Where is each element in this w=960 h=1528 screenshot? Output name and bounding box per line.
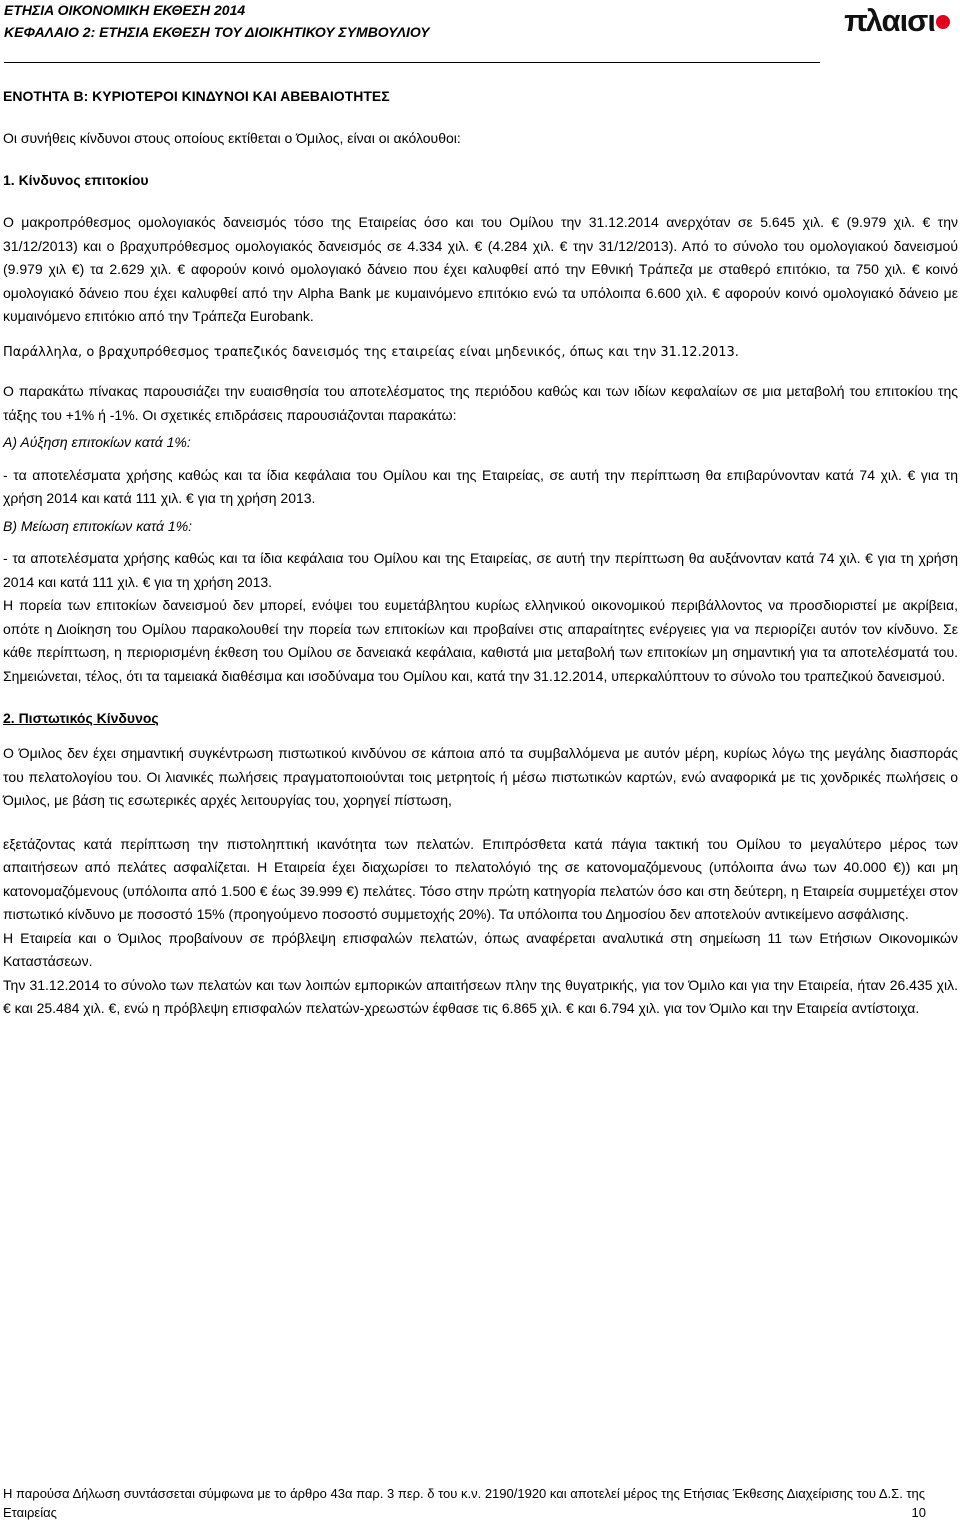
section-title: ΕΝΟΤΗΤΑ Β: ΚΥΡΙΟΤΕΡΟΙ ΚΙΝΔΥΝΟΙ ΚΑΙ ΑΒΕΒΑΙΟΤΗΤΕΣ (3, 88, 390, 104)
paragraph-gap (0, 813, 960, 833)
credit-risk-heading: 2. Πιστωτικός Κίνδυνος (3, 710, 159, 726)
section-intro: Οι συνήθεις κίνδυνοι στους οποίους εκτίθεται ο Όμιλος, είναι οι ακόλουθοι: (3, 130, 461, 146)
case-b-title: Β) Μείωση επιτοκίων κατά 1%: (3, 517, 193, 534)
plaisio-logo (844, 4, 950, 38)
header-rule (4, 62, 820, 63)
credit-risk-paragraph-2: εξετάζοντας κατά περίπτωση την πιστοληπτική ικανότητα των πελατών. Επιπρόσθετα κατά πάγια τακτική του Ομίλου το μεγαλύτερο μέρος των απαιτήσεων από πελάτες ασφαλίζεται. Η Εταιρεία έχει διαχωρίσει το πελατολόγιό της σε κατονομαζόμενους (υπόλοιπα άνω των 40.000 €)) και μη κατονομαζόμενους (υπόλοιπα από 1.500 € έως 39.999 €) πελάτες. Τόσο στην πρώτη κατηγορία πελατών όσο και στη δεύτερη, η Εταιρεία συμμετέχει στον πιστωτικό κίνδυνο με ποσοστό 15% (προηγούμενο ποσοστό συμμετοχής 20%). Τα υπόλοιπα του Δημοσίου δεν αποτελούν αντικείμενο ασφάλισης. (3, 835, 958, 922)
chapter-title: ΚΕΦΑΛΑΙΟ 2: ΕΤΗΣΙΑ ΕΚΘΕΣΗ ΤΟΥ ΔΙΟΙΚΗΤΙΚΟΥ ΣΥΜΒΟΥΛΙΟΥ (4, 24, 430, 40)
page-header (0, 0, 960, 70)
report-title: ΕΤΗΣΙΑ ΟΙΚΟΝΟΜΙΚΗ ΕΚΘΕΣΗ 2014 (4, 2, 246, 18)
credit-risk-paragraph-3: Η Εταιρεία και ο Όμιλος προβαίνουν σε πρόβλεψη επισφαλών πελατών, όπως αναφέρεται αναλυτικά στη σημείωση 11 των Ετήσιων Οικονομικών Καταστάσεων. (3, 929, 958, 969)
interest-risk-paragraph-1: Ο μακροπρόθεσμος ομολογιακός δανεισμός τόσο της Εταιρείας όσο και του Ομίλου την 31.12.2014 ανερχόταν σε 5.645 χιλ. € (9.979 χιλ. € την 31/12/2013) και ο βραχυπρόθεσμος ομολογιακός δανεισμός σε 4.334 χιλ. € (4.284 χιλ. € την 31/12/2013). Από το σύνολο του ομολογιακού δανεισμού (9.979 χιλ €) τα 2.629 χιλ. € αφορούν κοινό ομολογιακό δάνειο που έχει καλυφθεί από την Εθνική Τράπεζα με σταθερό επιτόκιο, τα 750 χιλ. € κοινό ομολογιακό δάνειο που έχει καλυφθεί από την Alpha Bank με κυμαινόμενο επιτόκιο ενώ τα υπόλοιπα 6.600 χιλ. € αφορούν κοινό ομολογιακό δάνειο με κυμαινόμενο επιτόκιο από την Τράπεζα Eurobank. (3, 214, 958, 324)
interest-risk-paragraph-4: Η πορεία των επιτοκίων δανεισμού δεν μπορεί, ενόψει του ευμετάβλητου κυρίως ελληνικού οικονομικού περιβάλλοντος να προσδιοριστεί με ακρίβεια, οπότε η Διοίκηση του Ομίλου παρακολουθεί την πορεία των επιτοκίων και προβαίνει στις απαραίτητες ενέργειες για να περιορίζει αυτόν τον κίνδυνο. Σε κάθε περίπτωση, η περιορισμένη έκθεση του Ομίλου σε δανειακά κεφάλαια, καθιστά μια μεταβολή των επιτοκίων μη σημαντική για τα αποτελέσματά του. Σημειώνεται, τέλος, ότι τα ταμειακά διαθέσιμα και ισοδύναμα του Ομίλου και, κατά την 31.12.2014, υπερκαλύπτουν το σύνολο του τραπεζικού δανεισμού. (3, 597, 958, 684)
credit-risk-paragraph-1: Ο Όμιλος δεν έχει σημαντική συγκέντρωση πιστωτικού κινδύνου σε κάποια από τα συμβαλλόμενα με αυτόν μέρη, κυρίως λόγω της μεγάλης διασποράς του πελατολογίου του. Οι λιανικές πωλήσεις πραγματοποιούνται τοις μετρητοίς ή μέσω πιστωτικών καρτών, ενώ αναφορικά με τις χονδρικές πωλήσεις ο Όμιλος, με βάση τις εσωτερικές αρχές λειτουργίας του, χορηγεί πίστωση, (3, 745, 958, 808)
document-body (0, 88, 960, 1021)
interest-risk-paragraph-2: Παράλληλα, ο βραχυπρόθεσμος τραπεζικός δανεισμός της εταιρείας είναι μηδενικός, όπως και την 31.12.2013. (3, 344, 739, 360)
case-a-text: - τα αποτελέσματα χρήσης καθώς και τα ίδια κεφάλαια του Ομίλου και της Εταιρείας, σε αυτή την περίπτωση θα επιβαρύνονταν κατά 74 χιλ. € για τη χρήση 2014 και κατά 111 χιλ. € για τη χρήση 2013. (3, 466, 958, 506)
case-b-text: - τα αποτελέσματα χρήσης καθώς και τα ίδια κεφάλαια του Ομίλου και της Εταιρείας, σε αυτή την περίπτωση θα αυξάνονταν κατά 74 χιλ. € για τη χρήση 2014 και κατά 111 χιλ. € για τη χρήση 2013. (3, 550, 958, 590)
credit-risk-paragraph-4: Την 31.12.2014 το σύνολο των πελατών και των λοιπών εμπορικών απαιτήσεων πλην της θυγατρικής, για τον Όμιλο και για την Εταιρεία, ήταν 26.435 χιλ. € και 25.484 χιλ. €, ενώ η πρόβλεψη επισφαλών πελατών-χρεωστών έφθασε τις 6.865 χιλ. € και 6.794 χιλ. για τον Όμιλο και την Εταιρεία αντίστοιχα. (3, 976, 958, 1016)
logo-text: πλαισι (844, 3, 935, 38)
page-number: 10 (911, 1505, 926, 1520)
interest-risk-heading: 1. Κίνδυνος επιτοκίου (3, 172, 149, 188)
page-footer: Η παρούσα Δήλωση συντάσσεται σύμφωνα με το άρθρο 43α παρ. 3 περ. δ του κ.ν. 2190/1920 και αποτελεί μέρος της Ετήσιας Έκθεσης Διαχείρισης του Δ.Σ. της Εταιρείας (3, 1486, 926, 1520)
interest-risk-paragraph-3: Ο παρακάτω πίνακας παρουσιάζει την ευαισθησία του αποτελέσματος της περιόδου καθώς και των ιδίων κεφαλαίων σε μια μεταβολή του επιτοκίου της τάξης του +1% ή -1%. Οι σχετικές επιδράσεις παρουσιάζονται παρακάτω: (3, 383, 958, 423)
case-a-title: Α) Αύξηση επιτοκίων κατά 1%: (3, 434, 191, 450)
logo-dot-icon (936, 15, 950, 29)
